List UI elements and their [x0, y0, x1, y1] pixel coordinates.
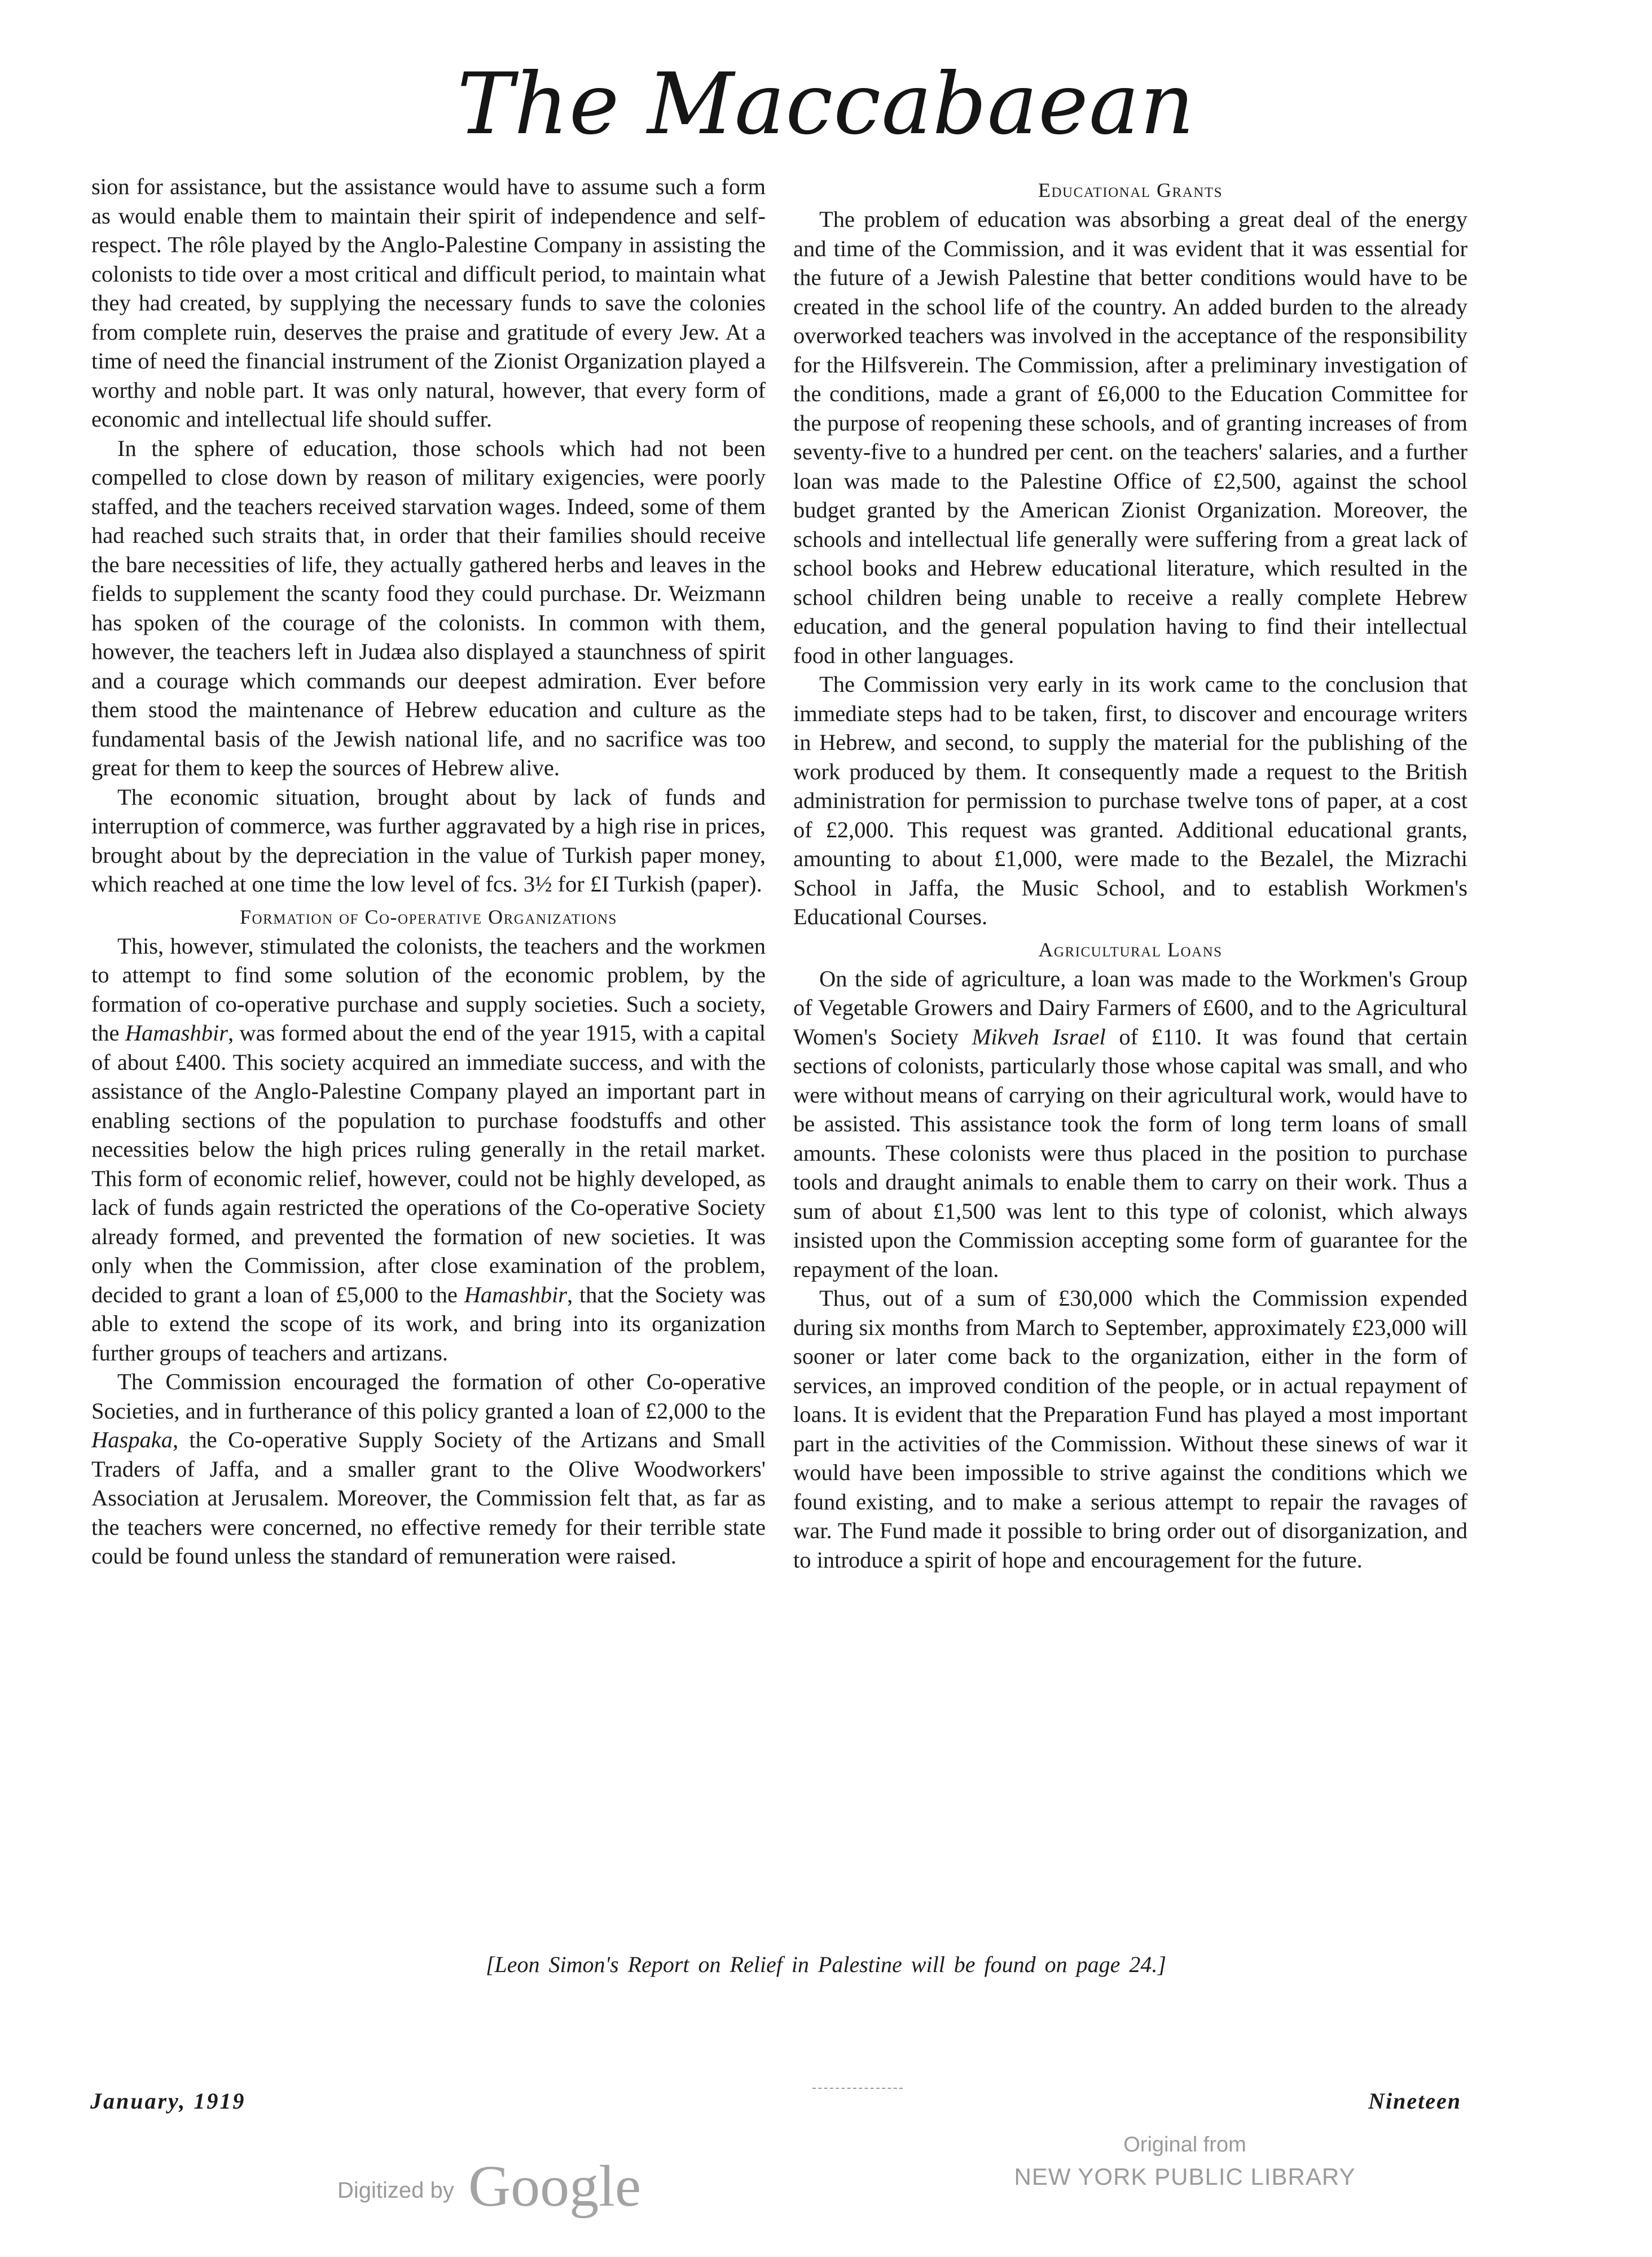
section-heading: Agricultural Loans: [1038, 938, 1223, 961]
text-run: , the Co-operative Supply Society of the Artizans and Small Traders of Jaffa, and a smaller grant to the Olive Woodworkers' Association at Jerusalem. Moreover, the Commission felt that, as far as the teachers were concerned, no effective remedy for their terrible state could be found unless the standard of remuneration were raised.: [91, 1427, 766, 1569]
italic-term: Haspaka: [91, 1427, 173, 1452]
paragraph: The Commission very early in its work came to the conclusion that immediate steps had to be taken, first, to discover and encourage writers in Hebrew, and second, to supply the material for the publishing of the work produced by them. It consequently made a request to the British administration for permission to purchase twelve tons of paper, at a cost of £2,000. This request was granted. Additional educational grants, amounting to about £1,000, were made to the Bezalel, the Mizrachi School in Jaffa, the Music School, and to establish Workmen's Educational Courses.: [793, 671, 1468, 929]
text-run: This, however, stimulated the colonists, the teachers and the workmen to attempt to find some solution of the economic problem, by the formation of co-operative purchase and supply societies. Such a society, the: [91, 933, 766, 1046]
paragraph: sion for assistance, but the assistance would have to assume such a form as would enable them to maintain their spirit of independence and self-respect. The rôle played by the Anglo-Palestine Company in assisting the colonists to tide over a most critical and difficult period, to maintain what they had created, by supplying the necessary funds to save the colonies from complete ruin, deserves the praise and gratitude of every Jew. At a time of need the financial instrument of the Zionist Organization played a worthy and noble part. It was only natural, however, that every form of economic and intellectual life should suffer.: [91, 174, 766, 432]
right-column: [793, 172, 1468, 1574]
paragraph: [91, 932, 766, 1368]
text-run: of £110. It was found that certain sections of colonists, particularly those whose capital was small, and who were without means of carrying on their agricultural work, would have to be assisted. This assistance took the form of long term loans of small amounts. These colonists were thus placed in the position to purchase tools and draught animals to enable them to carry on their work. Thus a sum of about £1,500 was lent to this type of colonist, which always insisted upon the Commission accepting some form of guarantee for the repayment of the loan.: [793, 1024, 1468, 1282]
paragraph: [793, 964, 1468, 1284]
section-heading: Formation of Co-operative Organizations: [240, 905, 617, 928]
original-from-label: Original from: [1123, 2133, 1246, 2157]
text-run: On the side of agriculture, a loan was made to the Workmen's Group of Vegetable Growers and Dairy Farmers of £600, and to the Agricultural Women's Society: [793, 965, 1468, 1050]
cross-reference-note: [Leon Simon's Report on Relief in Palestine will be found on page 24.]: [485, 1952, 1166, 1977]
footer-divider: [812, 2088, 903, 2089]
section-heading: Educational Grants: [1038, 179, 1223, 201]
text-run: , was formed about the end of the year 1915, with a capital of about £400. This society acquired an immediate success, and with the assistance of the Anglo-Palestine Company played an important part in enabling sections of the population to purchase foodstuffs and other necessities below the high prices ruling generally in the retail market. This form of economic relief, however, could not be highly developed, as lack of funds again restricted the operations of the Co-operative Society already formed, and prevented the formation of new societies. It was only when the Commission, after close examination of the problem, decided to grant a loan of £5,000 to the: [91, 1020, 766, 1307]
footer-page-number: Nineteen: [1368, 2088, 1461, 2114]
left-column: [91, 172, 766, 1571]
italic-term: Hamashbir: [125, 1020, 229, 1046]
paragraph: Thus, out of a sum of £30,000 which the Commission expended during six months from March to September, approximately £23,000 will sooner or later come back to the organization, either in the form of services, an improved condition of the people, or in actual repayment of loans. It is evident that the Preparation Fund has played a most important part in the activities of the Commission. Without these sinews of war it would have been impossible to strive against the conditions which we found existing, and to make a serious attempt to repair the ravages of war. The Fund made it possible to bring order out of disorganization, and to introduce a spirit of hope and encouragement for the future.: [793, 1285, 1468, 1573]
digitized-by-label: Digitized by: [337, 2178, 454, 2203]
text-run: , that the Society was able to extend the scope of its work, and bring into its organization further groups of teachers and artizans.: [91, 1281, 766, 1365]
paragraph: The economic situation, brought about by lack of funds and interruption of commerce, was further aggravated by a high rise in prices, brought about by the depreciation in the value of Turkish paper money, which reached at one time the low level of fcs. 3½ for £I Turkish (paper).: [91, 784, 766, 897]
google-logo: Google: [468, 2154, 642, 2219]
footer-date: January, 1919: [90, 2088, 246, 2114]
italic-term: Mikveh Israel: [972, 1024, 1106, 1050]
text-run: The Commission encouraged the formation of other Co-operative Societies, and in furtherance of this policy granted a loan of £2,000 to the: [91, 1369, 766, 1424]
paragraph: The problem of education was absorbing a great deal of the energy and time of the Commission, and it was evident that it was essential for the future of a Jewish Palestine that better conditions would have to be created in the school life of the country. An added burden to the already overworked teachers was involved in the acceptance of the responsibility for the Hilfsverein. The Commission, after a preliminary investigation of the conditions, made a grant of £6,000 to the Education Committee for the purpose of reopening these schools, and of granting increases of from seventy-five to a hundred per cent. on the teachers' salaries, and a further loan was made to the Palestine Office of £2,500, against the school budget granted by the American Zionist Organization. Moreover, the schools and intellectual life generally were suffering from a great lack of school books and Hebrew educational literature, which resulted in the school children being unable to receive a really complete Hebrew education, and the general population having to find their intellectual food in other languages.: [793, 207, 1468, 668]
paragraph: [91, 1367, 766, 1571]
masthead-title: The Maccabaean: [457, 55, 1195, 153]
italic-term: Hamashbir: [464, 1281, 567, 1307]
library-name: NEW YORK PUBLIC LIBRARY: [1014, 2163, 1356, 2190]
paragraph: In the sphere of education, those schools which had not been compelled to close down by reason of military exigencies, were poorly staffed, and the teachers received starvation wages. Indeed, some of them had reached such straits that, in order that their families should receive the bare necessities of life, they actually gathered herbs and leaves in the fields to supplement the scanty food they could purchase. Dr. Weizmann has spoken of the courage of the colonists. In common with them, however, the teachers left in Judæa also displayed a staunchness of spirit and a courage which commands our deepest admiration. Ever before them stood the maintenance of Hebrew education and culture as the fundamental basis of the Jewish national life, and no sacrifice was too great for them to keep the sources of Hebrew alive.: [91, 435, 766, 780]
